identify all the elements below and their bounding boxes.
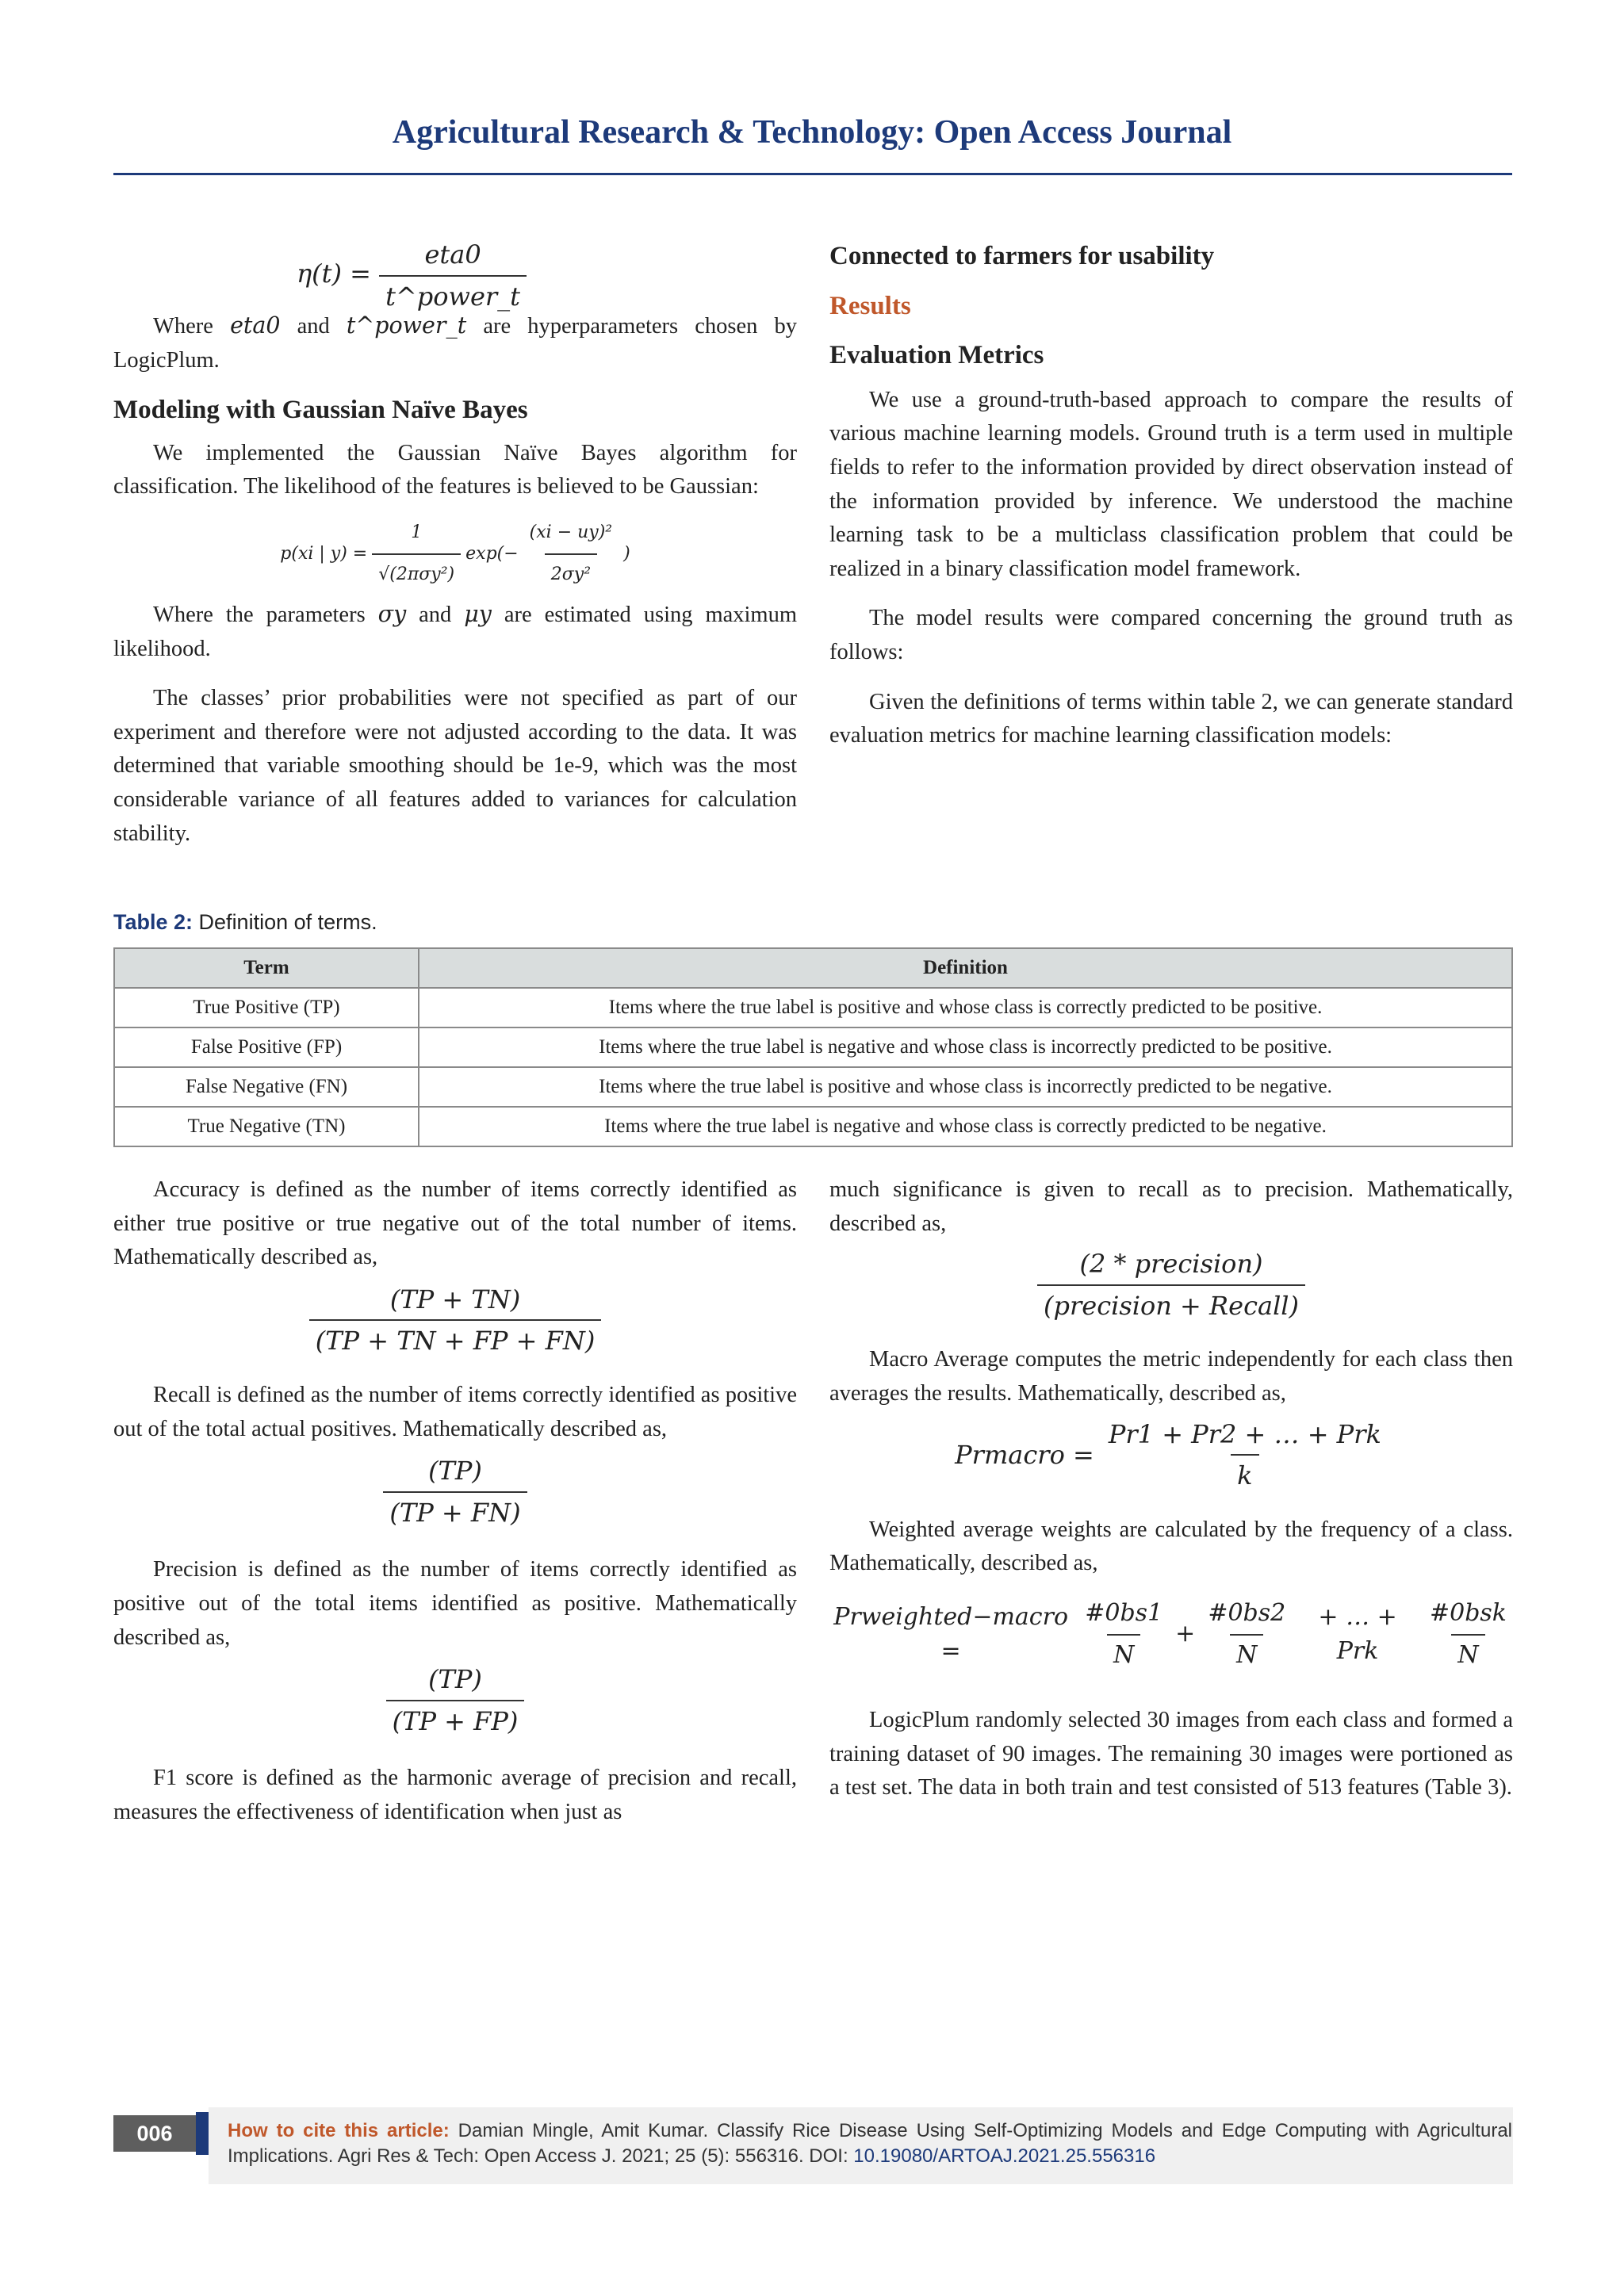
weighted-t2-num: #0bs2 [1208,1598,1286,1627]
precision-num: (TP) [428,1664,482,1695]
term-cell: True Negative (TN) [114,1107,419,1146]
macro-equation [829,1418,1513,1493]
params-paragraph [113,598,797,666]
weighted-term1 [1078,1597,1169,1672]
term-cell: True Positive (TP) [114,988,419,1027]
header-rule [113,173,1512,175]
doi-link[interactable]: 10.19080/ARTOAJ.2021.25.556316 [853,2145,1156,2167]
citation-text [228,2118,1512,2169]
cite-label: How to cite this article: [228,2120,450,2141]
cite-body: Damian Mingle, Amit Kumar. Classify Rice Disease Using Self-Optimizing Models and Edge Computing with Agricultural Implications. Agri Res & Tech: Open Access J. 2021; 25 (5): 556316. DOI: [228,2120,1512,2167]
term-cell: False Negative (FN) [114,1067,419,1107]
weighted-t2-den: N [1230,1634,1263,1673]
definition-cell: Items where the true label is negative and whose class is incorrectly predicted to be positive. [419,1027,1512,1067]
accuracy-num: (TP + TN) [389,1284,521,1314]
table-row [114,1067,1512,1107]
recall-fraction [383,1454,527,1529]
precision-den: (TP + FP) [386,1700,525,1739]
left-column-bottom [113,1173,797,1846]
definitions-table [113,947,1513,1147]
heading-results: Results [829,291,911,320]
table-row [114,1027,1512,1067]
gauss-coef-num: 1 [411,522,423,543]
eta-symbol: eta0 [230,312,281,339]
macro-den: k [1231,1454,1258,1493]
where-paragraph [113,309,797,377]
precision-paragraph: Precision is defined as the number of items correctly identified as positive out of the total items identified as positive. Mathematically described as, [113,1557,797,1650]
heading-connected: Connected to farmers for usability [829,242,1215,270]
sigma-symbol: σy [377,600,407,627]
f1-num: (2 * precision) [1079,1249,1263,1280]
table-caption [113,910,377,935]
macro-paragraph: Macro Average computes the metric independently for each class then averages the results. Mathematically, described as, [829,1347,1513,1406]
eta-fraction [379,238,527,313]
gnb-paragraph: We implemented the Gaussian Naïve Bayes algorithm for classification. The likelihood of the features is believed to be Gaussian: [113,440,797,499]
header-term: Term [114,948,419,988]
recall-den: (TP + FN) [383,1491,527,1530]
weighted-term3 [1423,1597,1513,1672]
f1-equation [829,1247,1513,1322]
weighted-term2 [1201,1597,1292,1672]
f1-continued-paragraph: much significance is given to recall as to precision. Mathematically, described as, [829,1177,1513,1236]
macro-num: Pr1 + Pr2 + … + Prk [1108,1418,1381,1449]
weighted-equation [829,1597,1513,1672]
definition-cell: Items where the true label is positive and whose class is correctly predicted to be positive. [419,988,1512,1027]
right-column-bottom [829,1173,1513,1821]
weighted-plus1: + [1175,1620,1196,1648]
accuracy-paragraph: Accuracy is defined as the number of items correctly identified as either true positive or true negative out of the total number of items. Mathematically described as, [113,1177,797,1270]
params-prefix: Where the parameters [153,602,366,627]
f1-paragraph: F1 score is defined as the harmonic average of precision and recall, measures the effectiveness of identification when just as [113,1766,797,1824]
footer-accent-bar [196,2112,209,2155]
accuracy-den: (TP + TN + FP + FN) [309,1319,602,1358]
accuracy-fraction [309,1283,602,1358]
table-row [114,1107,1512,1146]
weighted-t1-den: N [1107,1634,1140,1673]
macro-lhs: Prmacro = [955,1439,1094,1470]
weighted-t3-num: #0bsk [1429,1598,1507,1627]
precision-fraction [386,1663,525,1738]
ground-truth-paragraph: We use a ground-truth-based approach to compare the results of various machine learning models. Ground truth is a term used in multiple fields to refer to the information provided by direct observation instead of the information provided by inference. We understood the machine learning task to be a multiclass classification problem that could be realized in a binary classification model framework. [829,387,1513,581]
where-prefix: Where [153,314,213,339]
weighted-t3-den: N [1451,1634,1484,1673]
right-column-top [829,239,1513,769]
gauss-exp-num: (xi − uy)² [529,522,613,543]
heading-gaussian-naive-bayes: Modeling with Gaussian Naïve Bayes [113,396,528,425]
eta-eq-numerator: eta0 [424,239,481,270]
journal-title: Agricultural Research & Technology: Open Access Journal [392,114,1232,151]
precision-equation [113,1663,797,1738]
weighted-lhs: Prweighted−macro = [833,1602,1069,1665]
page-number: 006 [113,2115,196,2152]
recall-paragraph: Recall is defined as the number of items correctly identified as positive out of the total actual positives. Mathematically described as, [113,1382,797,1441]
table-caption-label: Table 2: [113,910,193,934]
recall-num: (TP) [428,1456,482,1487]
table-header-row [114,948,1512,988]
gauss-exp: exp(− [465,543,519,564]
gauss-exp-fraction [523,516,619,591]
macro-fraction [1102,1418,1388,1493]
definition-cell: Items where the true label is negative and whose class is correctly predicted to be negative. [419,1107,1512,1146]
compared-paragraph: The model results were compared concerning the ground truth as follows: [829,606,1513,664]
mu-symbol: μy [464,600,492,627]
left-column-top [113,238,797,867]
gauss-coef-fraction [372,516,461,591]
f1-den: (precision + Recall) [1037,1284,1305,1323]
eta-equation [26,238,797,312]
params-suffix: are estimated using maximum likelihood. [113,602,798,661]
priors-paragraph: The classes’ prior probabilities were not specified as part of our experiment and therefore were not adjusted according to the data. It was determined that variable smoothing should be 1e-9, which was the most considerable variance of all features added to variances for calculation stability. [113,686,797,846]
power-symbol: t^power_t [346,312,467,339]
weighted-t1-num: #0bs1 [1085,1598,1163,1627]
accuracy-equation [113,1283,797,1358]
table-row [114,988,1512,1027]
gaussian-equation [113,511,797,598]
where-suffix: are hyperparameters chosen by LogicPlum. [113,314,797,373]
f1-fraction [1037,1247,1305,1322]
header-definition: Definition [419,948,1512,988]
table-caption-text: Definition of terms. [198,910,377,934]
given-paragraph: Given the definitions of terms within table 2, we can generate standard evaluation metrics for machine learning classification models: [829,689,1513,748]
eta-eq-lhs: η(t) = [296,258,371,289]
gauss-close: ) [623,543,630,564]
logicplum-paragraph: LogicPlum randomly selected 30 images from each class and formed a training dataset of 90 images. The remaining 30 images were portioned as a test set. The data in both train and test consisted of 513 features (Table 3). [829,1708,1513,1800]
definition-cell: Items where the true label is positive and whose class is incorrectly predicted to be negative. [419,1067,1512,1107]
heading-evaluation-metrics: Evaluation Metrics [829,341,1044,370]
gauss-exp-den: 2σy² [545,553,597,592]
term-cell: False Positive (FP) [114,1027,419,1067]
gauss-eq-lhs: p(xi | y) = [280,543,368,564]
where-and: and [297,314,330,339]
eta-eq-denominator: t^power_t [379,275,527,314]
weighted-plus2: + … + Prk [1318,1602,1397,1665]
weighted-paragraph: Weighted average weights are calculated by the frequency of a class. Mathematically, described as, [829,1517,1513,1576]
params-and: and [419,602,452,627]
recall-equation [113,1454,797,1529]
gauss-coef-den: √(2πσy²) [372,553,461,592]
